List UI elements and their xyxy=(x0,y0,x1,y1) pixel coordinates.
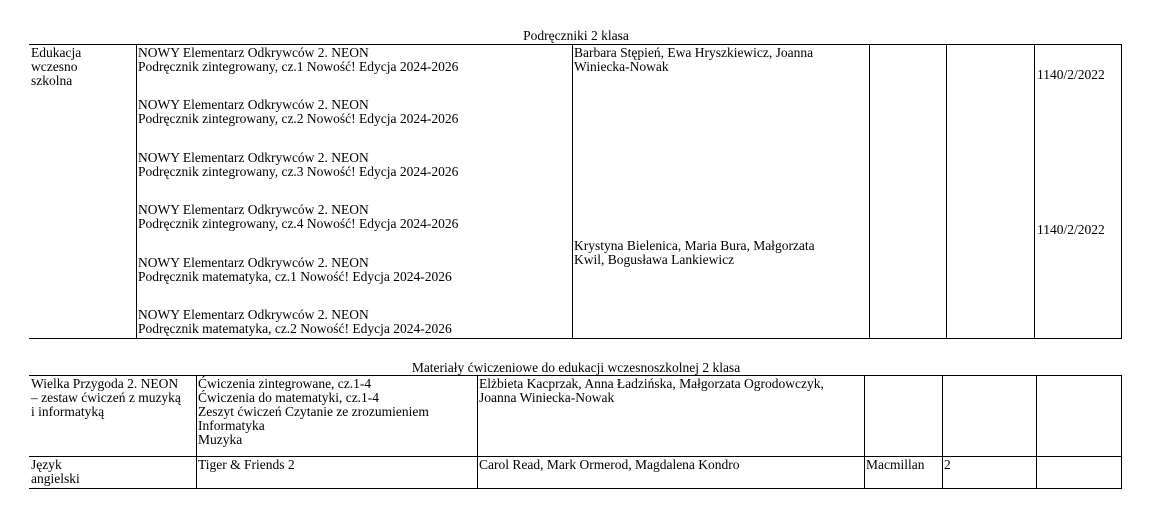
table-border-right xyxy=(1121,375,1122,489)
authors-cell xyxy=(574,239,815,267)
book-series: NOWY Elementarz Odkrywców 2. NEON xyxy=(138,202,369,217)
table-border-right xyxy=(1121,44,1122,339)
book-title: Tiger & Friends 2 xyxy=(198,457,295,472)
table-border-bottom xyxy=(29,488,1122,489)
book-series: NOWY Elementarz Odkrywców 2. NEON xyxy=(138,45,369,60)
authors-line: Joanna Winiecka-Nowak xyxy=(479,390,615,405)
book-item xyxy=(138,308,452,336)
book-title: Podręcznik matematyka, cz.1 Nowość! Edycja 2024-2026 xyxy=(138,269,452,284)
table-caption: Materiały ćwiczeniowe do edukacji wczesnoszkolnej 2 klasa xyxy=(411,360,741,375)
subject-line: wczesno xyxy=(31,59,78,74)
col-divider xyxy=(477,375,478,489)
book-series: NOWY Elementarz Odkrywców 2. NEON xyxy=(138,307,369,322)
col-divider xyxy=(196,375,197,489)
book-title: Podręcznik zintegrowany, cz.4 Nowość! Edycja 2024-2026 xyxy=(138,216,459,231)
subject-line: Język xyxy=(31,457,62,472)
subject-line: angielski xyxy=(31,471,80,486)
subject-line: Edukacja xyxy=(31,45,82,60)
class-cell: 2 xyxy=(944,457,951,472)
table-caption: Podręczniki 2 klasa xyxy=(523,28,629,43)
book-title: Podręcznik zintegrowany, cz.1 Nowość! Edycja 2024-2026 xyxy=(138,59,459,74)
subject-cell xyxy=(31,458,80,486)
col-divider xyxy=(572,44,573,339)
authors-cell xyxy=(574,46,813,74)
col-divider xyxy=(1036,375,1037,489)
col-divider xyxy=(869,44,870,339)
book-series: NOWY Elementarz Odkrywców 2. NEON xyxy=(138,255,369,270)
set-title-line: – zestaw ćwiczeń z muzyką xyxy=(31,390,181,405)
book-series: NOWY Elementarz Odkrywców 2. NEON xyxy=(138,97,369,112)
book-title: Podręcznik zintegrowany, cz.2 Nowość! Edycja 2024-2026 xyxy=(138,111,459,126)
book-item xyxy=(138,151,458,179)
subject-cell xyxy=(31,46,81,88)
set-item: Zeszyt ćwiczeń Czytanie ze zrozumieniem xyxy=(198,404,429,419)
authors-cell: Carol Read, Mark Ormerod, Magdalena Kondro xyxy=(479,457,740,472)
col-divider xyxy=(942,375,943,489)
set-item: Informatyka xyxy=(198,418,265,433)
authors-cell xyxy=(479,377,824,405)
approval-number: 1140/2/2022 xyxy=(1037,222,1105,237)
col-divider xyxy=(946,44,947,339)
col-divider xyxy=(136,44,137,339)
publisher-cell: Macmillan xyxy=(866,457,925,472)
col-divider xyxy=(1034,44,1035,339)
book-item xyxy=(138,98,458,126)
authors-line: Winiecka-Nowak xyxy=(574,59,669,74)
book-title: Podręcznik matematyka, cz.2 Nowość! Edycja 2024-2026 xyxy=(138,321,452,336)
authors-line: Krystyna Bielenica, Maria Bura, Małgorzata xyxy=(574,238,815,253)
set-items-cell xyxy=(198,377,429,447)
book-item xyxy=(138,46,458,74)
set-title-line: i informatyką xyxy=(31,404,105,419)
table-border-bottom xyxy=(29,338,1122,339)
authors-line: Kwil, Bogusława Lankiewicz xyxy=(574,252,735,267)
approval-number: 1140/2/2022 xyxy=(1037,67,1105,82)
set-item: Muzyka xyxy=(198,432,243,447)
book-item xyxy=(138,203,458,231)
authors-line: Barbara Stępień, Ewa Hryszkiewicz, Joanna xyxy=(574,45,814,60)
set-item: Ćwiczenia do matematyki, cz.1-4 xyxy=(198,390,380,405)
book-title: Podręcznik zintegrowany, cz.3 Nowość! Edycja 2024-2026 xyxy=(138,164,459,179)
set-title-cell xyxy=(31,377,181,419)
authors-line: Elżbieta Kacprzak, Anna Ładzińska, Małgorzata Ogrodowczyk, xyxy=(479,376,824,391)
set-item: Ćwiczenia zintegrowane, cz.1-4 xyxy=(198,376,372,391)
book-item xyxy=(138,256,452,284)
book-series: NOWY Elementarz Odkrywców 2. NEON xyxy=(138,150,369,165)
subject-line: szkolna xyxy=(31,73,73,88)
set-title-line: Wielka Przygoda 2. NEON xyxy=(31,376,179,391)
col-divider xyxy=(864,375,865,489)
